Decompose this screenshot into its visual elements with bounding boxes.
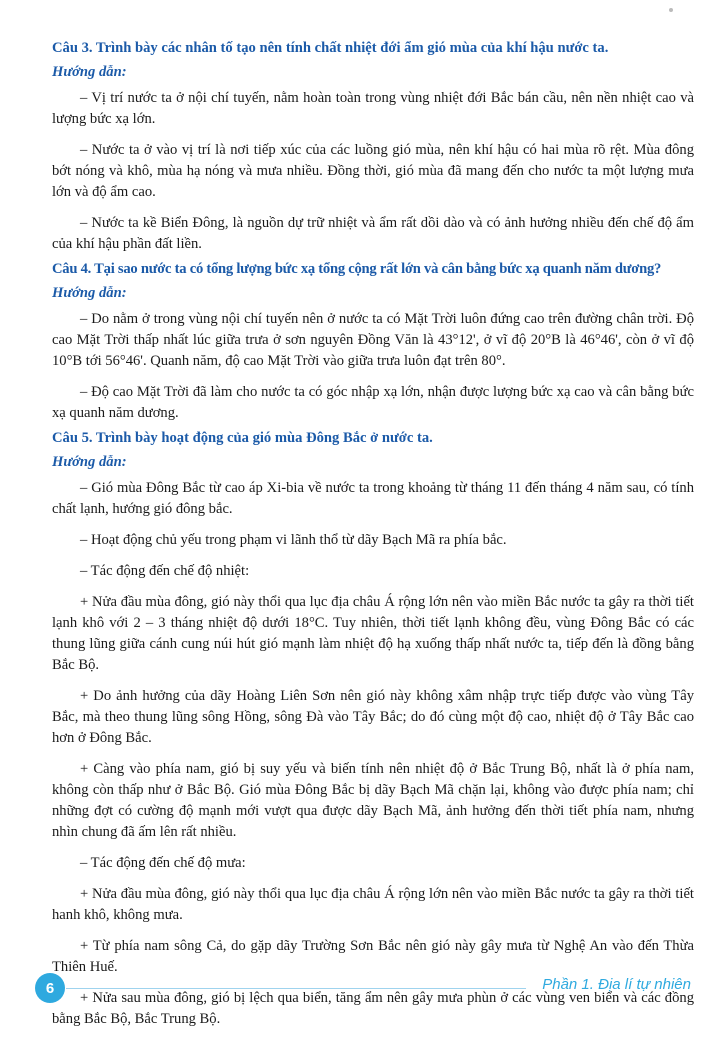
q5-paragraph: + Do ảnh hưởng của dãy Hoàng Liên Sơn nên gió này không xâm nhập trực tiếp được vào vùng Tây Bắc, mà theo thung lũng sông Hồng, sông Đà vào Tây Bắc; do đó cùng một độ cao, nhiệt độ ở Tây Bắc cao hơn ở Đông Bắc. [52,688,694,746]
q5-paragraph: + Càng vào phía nam, gió bị suy yếu và biến tính nên nhiệt độ ở Bắc Trung Bộ, nhất là ở phía nam, không còn thấp như ở Bắc Bộ. Gió mùa Đông Bắc bị dãy Bạch Mã chặn lại, không vào được phía nam; chỉ những đợt có cường độ mạnh mới vượt qua được dãy Bạch Mã, ảnh hưởng đến thời tiết phía nam, nhưng nhìn chung đã ấm lên rất nhiều. [52,761,694,840]
q4-paragraph: – Độ cao Mặt Trời đã làm cho nước ta có góc nhập xạ lớn, nhận được lượng bức xạ cao và cân bằng bức xạ quanh năm dương. [52,384,694,421]
q5-paragraph: + Nửa đầu mùa đông, gió này thổi qua lục địa châu Á rộng lớn nên vào miền Bắc nước ta gây ra thời tiết lạnh khô với 2 – 3 tháng nhiệt độ dưới 18°C. Tuy nhiên, thời tiết lạnh không đều, vùng Đông Bắc có các thung lũng giữa cánh cung núi hút gió mạnh làm nhiệt độ hạ xuống thấp nhất nước ta, tiếp đến là đồng bằng Bắc Bộ. [52,594,694,673]
q5-paragraph: – Hoạt động chủ yếu trong phạm vi lãnh thổ từ dãy Bạch Mã ra phía bắc. [80,532,507,548]
q3-paragraph: – Vị trí nước ta ở nội chí tuyến, nằm hoàn toàn trong vùng nhiệt đới Bắc bán cầu, nên nền nhiệt cao và lượng bức xạ lớn. [52,90,694,127]
question-4-title: Câu 4. Tại sao nước ta có tổng lượng bức xạ tổng cộng rất lớn và cân bằng bức xạ quanh năm dương? [52,261,662,277]
footer-section-title: Phần 1. Địa lí tự nhiên [542,976,691,993]
corner-mark [669,8,673,12]
q5-paragraph: – Gió mùa Đông Bắc từ cao áp Xi-bia về nước ta trong khoảng từ tháng 11 đến tháng 4 năm sau, có tính chất lạnh, hướng gió đông bắc. [52,480,694,517]
q3-paragraph: – Nước ta ở vào vị trí là nơi tiếp xúc của các luồng gió mùa, nên khí hậu có hai mùa rõ rệt. Mùa đông bớt nóng và khô, mùa hạ nóng và mưa nhiều. Đồng thời, gió mùa đã mang đến cho nước ta một lượng mưa lớn và độ ẩm cao. [52,142,694,200]
footer-divider [66,988,526,989]
q3-paragraph: – Nước ta kề Biển Đông, là nguồn dự trữ nhiệt và ẩm rất dồi dào và có ảnh hưởng nhiều đến chế độ ẩm của khí hậu phần đất liền. [52,215,694,252]
q5-paragraph: + Nửa sau mùa đông, gió bị lệch qua biển, tăng ẩm nên gây mưa phùn ở các vùng ven biển và các đồng bằng Bắc Bộ, Bắc Trung Bộ. [52,990,694,1027]
question-4-guide-label: Hướng dẫn: [52,285,127,301]
question-5-title: Câu 5. Trình bày hoạt động của gió mùa Đông Bắc ở nước ta. [52,430,433,446]
q5-paragraph: + Nửa đầu mùa đông, gió này thổi qua lục địa châu Á rộng lớn nên vào miền Bắc nước ta gây ra thời tiết hanh khô, không mưa. [52,886,694,923]
q4-paragraph: – Do nằm ở trong vùng nội chí tuyến nên ở nước ta có Mặt Trời luôn đứng cao trên đường chân trời. Độ cao Mặt Trời thấp nhất lúc giữa trưa ở sơn nguyên Đồng Văn là 43°12', ở vĩ độ 20°B là 46°46', còn ở vĩ độ 10°B tới 56°46'. Quanh năm, độ cao Mặt Trời vào giữa trưa luôn đạt trên 80°. [52,311,694,369]
page-number-badge: 6 [35,973,65,1003]
page-content [52,38,694,1040]
question-5-guide-label: Hướng dẫn: [52,454,127,470]
q5-paragraph: – Tác động đến chế độ mưa: [80,855,246,871]
q5-paragraph: + Từ phía nam sông Cả, do gặp dãy Trường Sơn Bắc nên gió này gây mưa từ Nghệ An vào đến Thừa Thiên Huế. [52,938,694,975]
question-3-title: Câu 3. Trình bày các nhân tố tạo nên tính chất nhiệt đới ẩm gió mùa của khí hậu nước ta. [52,40,609,56]
q5-paragraph: – Tác động đến chế độ nhiệt: [80,563,250,579]
question-3-guide-label: Hướng dẫn: [52,64,127,80]
